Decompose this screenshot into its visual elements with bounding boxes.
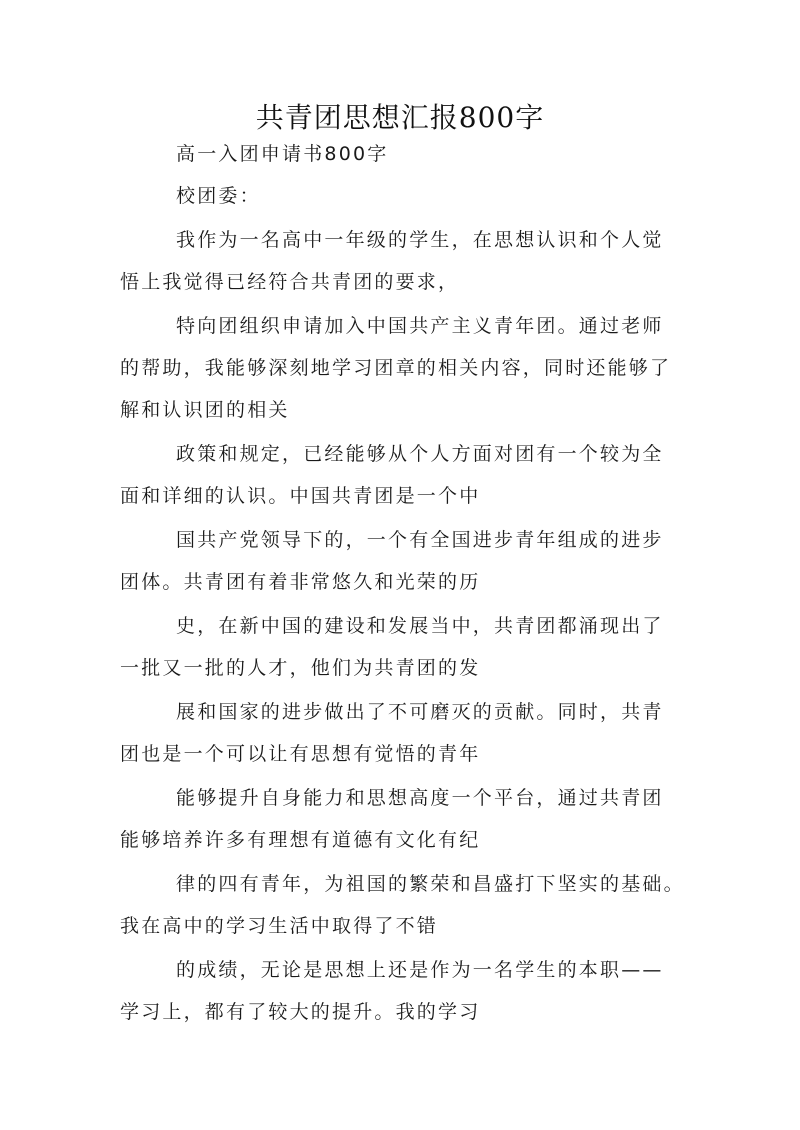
paragraph-2 <box>120 314 692 422</box>
paragraph-line: 特向团组织申请加入中国共产主义青年团。通过老师 <box>176 315 664 337</box>
paragraph-line: 的帮助，我能够深刻地学习团章的相关内容，同时还能够了 <box>120 357 672 379</box>
document-body <box>120 142 692 1024</box>
subtitle: 高一入团申请书800字 <box>176 143 389 165</box>
paragraph-9 <box>120 958 692 1024</box>
paragraph-line: 学习上，都有了较大的提升。我的学习 <box>120 1001 481 1023</box>
paragraph-line: 解和认识团的相关 <box>120 399 290 421</box>
salutation: 校团委： <box>176 185 261 207</box>
paragraph-line: 展和国家的进步做出了不可磨灭的贡献。同时，共青 <box>176 701 664 723</box>
paragraph-line: 国共产党领导下的，一个有全国进步青年组成的进步 <box>176 529 664 551</box>
paragraph-4 <box>120 528 692 594</box>
paragraph-line: 政策和规定，已经能够从个人方面对团有一个较为全 <box>176 443 664 465</box>
paragraph-6 <box>120 700 692 766</box>
paragraph-line: 一批又一批的人才，他们为共青团的发 <box>120 657 481 679</box>
paragraph-1 <box>120 228 692 294</box>
document-title: 共青团思想汇报800字 <box>255 101 545 134</box>
paragraph-line: 我作为一名高中一年级的学生，在思想认识和个人觉 <box>176 229 664 251</box>
paragraph-line: 团也是一个可以让有思想有觉悟的青年 <box>120 743 481 765</box>
paragraph-line: 的成绩，无论是思想上还是作为一名学生的本职—— <box>176 959 664 981</box>
paragraph-line: 团体。共青团有着非常悠久和光荣的历 <box>120 571 481 593</box>
paragraph-line: 能够培养许多有理想有道德有文化有纪 <box>120 829 481 851</box>
paragraph-7 <box>120 786 692 852</box>
paragraph-5 <box>120 614 692 680</box>
paragraph-line: 悟上我觉得已经符合共青团的要求， <box>120 271 460 293</box>
paragraph-line: 史，在新中国的建设和发展当中，共青团都涌现出了 <box>176 615 664 637</box>
paragraph-line: 我在高中的学习生活中取得了不错 <box>120 915 439 937</box>
paragraph-3 <box>120 442 692 508</box>
paragraph-line: 面和详细的认识。中国共青团是一个中 <box>120 485 481 507</box>
paragraph-8 <box>120 872 692 938</box>
paragraph-line: 能够提升自身能力和思想高度一个平台，通过共青团 <box>176 787 664 809</box>
paragraph-line: 律的四有青年，为祖国的繁荣和昌盛打下坚实的基础。 <box>176 873 685 895</box>
